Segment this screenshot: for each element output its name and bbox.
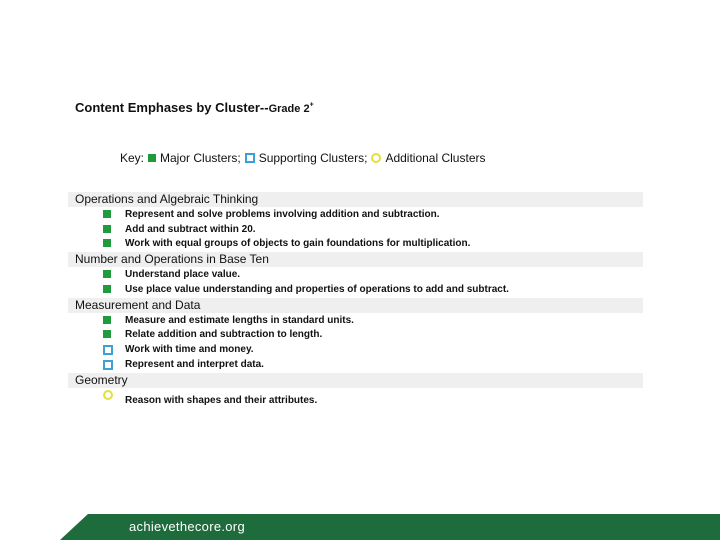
domain-header [68,373,643,388]
cluster-text: Work with time and money. [125,344,254,355]
cluster-text: Represent and interpret data. [125,359,264,370]
footer [0,514,720,540]
domain-header [68,252,643,267]
domain-title: Number and Operations in Base Ten [75,252,269,266]
supporting-cluster-square-icon [103,360,113,370]
cluster-text: Understand place value. [125,269,241,280]
major-cluster-square-icon [103,270,111,278]
domain-header [68,192,643,207]
major-cluster-square-icon [103,285,111,293]
major-cluster-square-icon [148,154,156,162]
domain-title: Geometry [75,373,128,387]
cluster-text: Relate addition and subtraction to length. [125,329,323,340]
key-major-label: Major Clusters; [160,151,241,165]
domain-title: Operations and Algebraic Thinking [75,192,259,206]
major-cluster-square-icon [103,239,111,247]
key-additional-label: Additional Clusters [385,151,486,165]
major-cluster-square-icon [103,316,111,324]
cluster-text: Measure and estimate lengths in standard units. [125,315,354,326]
title-superscript: + [309,101,314,109]
title-main: Content Emphases by Cluster-- [75,100,269,115]
domain-header [68,298,643,313]
additional-cluster-circle-icon [103,390,113,400]
page-title [75,100,314,115]
additional-cluster-circle-icon [371,153,381,163]
major-cluster-square-icon [103,210,111,218]
supporting-cluster-square-icon [103,345,113,355]
key-supporting-label: Supporting Clusters; [258,151,368,165]
cluster-text: Represent and solve problems involving addition and subtraction. [125,209,440,220]
cluster-text: Work with equal groups of objects to gain foundations for multiplication. [125,238,471,249]
domain-title: Measurement and Data [75,298,201,312]
footer-link[interactable]: achievethecore.org [129,519,245,534]
title-grade: Grade 2 [268,103,310,115]
cluster-text: Reason with shapes and their attributes. [125,395,318,406]
major-cluster-square-icon [103,330,111,338]
key-label: Key: [120,151,145,165]
cluster-text: Add and subtract within 20. [125,224,256,235]
legend-key [120,151,486,165]
cluster-text: Use place value understanding and properties of operations to add and subtract. [125,284,509,295]
major-cluster-square-icon [103,225,111,233]
supporting-cluster-square-icon [245,153,255,163]
